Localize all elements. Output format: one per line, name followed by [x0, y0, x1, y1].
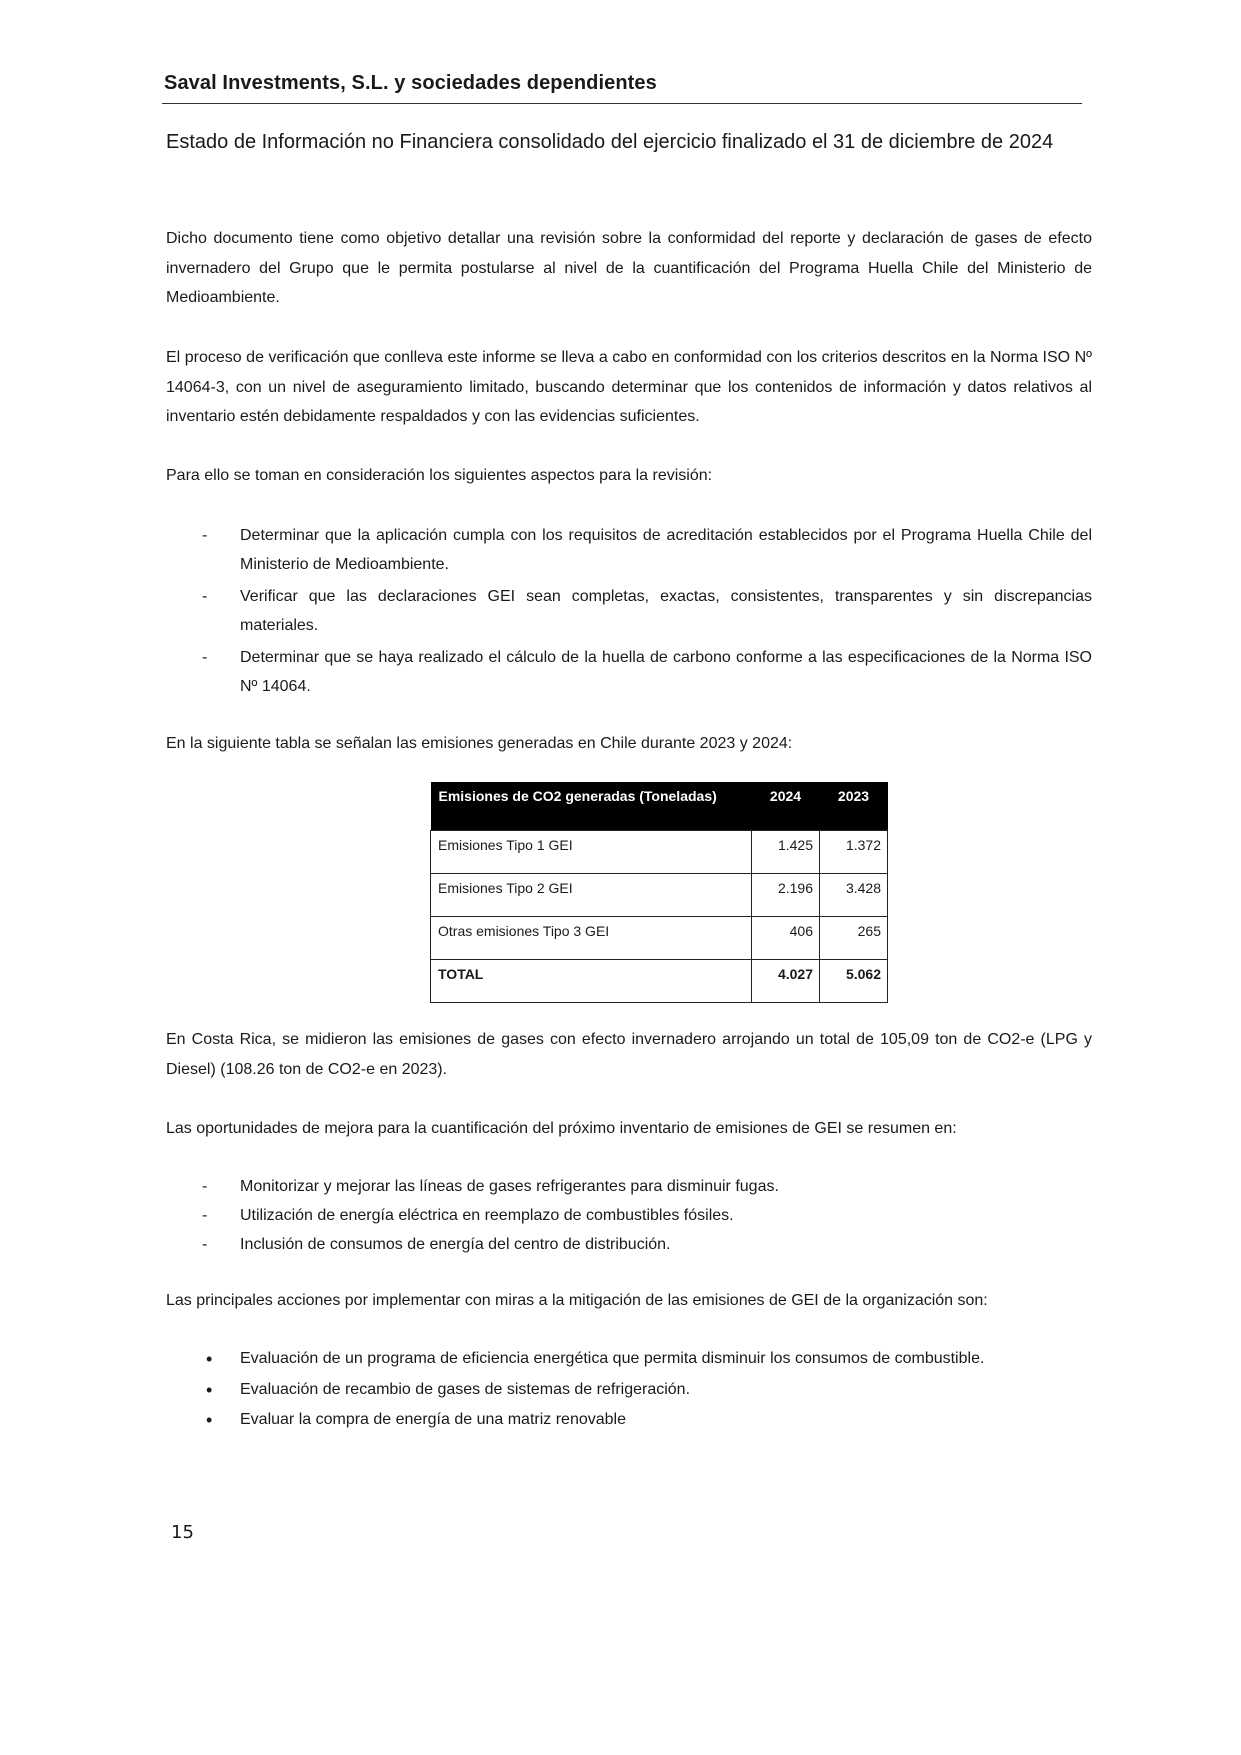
- list-item: [166, 521, 1092, 579]
- list-item-text: Evaluación de recambio de gases de sistemas de refrigeración.: [240, 1380, 691, 1398]
- page-number: 15: [171, 1522, 194, 1543]
- dash-marker: -: [202, 1207, 208, 1224]
- table-cell-label: Emisiones Tipo 2 GEI: [431, 874, 752, 917]
- improvement-opportunities-list: [166, 1172, 1092, 1259]
- table-cell-2024: 1.425: [752, 831, 820, 874]
- list-item: [166, 1405, 1092, 1436]
- paragraph-objective: Dicho documento tiene como objetivo detallar una revisión sobre la conformidad del reporte y declaración de gases de efecto invernadero del Grupo que le permita postularse al nivel de la cuantificación del Programa Huella Chile del Ministerio de Medioambiente.: [166, 230, 1092, 306]
- table-cell-2023: 265: [820, 917, 888, 960]
- list-item: [166, 643, 1092, 701]
- bullet-marker: •: [206, 1410, 213, 1430]
- dash-marker: -: [202, 1236, 208, 1253]
- table-cell-2024: 4.027: [752, 960, 820, 1003]
- table-cell-label: Otras emisiones Tipo 3 GEI: [431, 917, 752, 960]
- paragraph-table-intro: En la siguiente tabla se señalan las emisiones generadas en Chile durante 2023 y 2024:: [166, 735, 793, 752]
- list-item-text: Monitorizar y mejorar las líneas de gases refrigerantes para disminuir fugas.: [240, 1178, 779, 1195]
- company-name: Saval Investments, S.L. y sociedades dependientes: [164, 72, 657, 94]
- dash-marker: -: [202, 588, 208, 605]
- bullet-marker: •: [206, 1379, 213, 1400]
- table-row: [431, 874, 888, 917]
- mitigation-actions-list: [166, 1344, 1092, 1436]
- paragraph-review-intro: Para ello se toman en consideración los siguientes aspectos para la revisión:: [166, 467, 713, 484]
- list-item-text: Determinar que la aplicación cumpla con los requisitos de acreditación establecidos por el Programa Huella Chile del Ministerio de Medioambiente.: [240, 527, 1092, 573]
- list-item-text: Evaluar la compra de energía de una matriz renovable: [240, 1411, 626, 1428]
- dash-marker: -: [202, 527, 208, 544]
- table-cell-label: TOTAL: [431, 960, 752, 1003]
- table-cell-2023: 3.428: [820, 874, 888, 917]
- list-item: [166, 1201, 1092, 1230]
- table-cell-label: Emisiones Tipo 1 GEI: [431, 831, 752, 874]
- list-item: [166, 1172, 1092, 1201]
- emissions-table: [430, 782, 888, 1003]
- table-cell-2024: 406: [752, 917, 820, 960]
- paragraph-costa-rica: En Costa Rica, se midieron las emisiones de gases con efecto invernadero arrojando un total de 105,09 ton de CO2-e (LPG y Diesel) (108.26 ton de CO2-e en 2023).: [166, 1031, 1092, 1078]
- review-aspects-list: [166, 521, 1092, 701]
- list-item: [166, 582, 1092, 640]
- table-row: [431, 917, 888, 960]
- list-item-text: Inclusión de consumos de energía del centro de distribución.: [240, 1236, 671, 1253]
- list-item: [166, 1375, 1092, 1406]
- list-item-text: Evaluación de un programa de eficiencia energética que permita disminuir los consumos de combustible.: [240, 1350, 985, 1367]
- table-row: [431, 831, 888, 874]
- paragraph-improvement-intro: Las oportunidades de mejora para la cuantificación del próximo inventario de emisiones de GEI se resumen en:: [166, 1120, 957, 1137]
- list-item-text: Determinar que se haya realizado el cálculo de la huella de carbono conforme a las especificaciones de la Norma ISO Nº 14064.: [240, 649, 1092, 695]
- table-total-row: [431, 960, 888, 1003]
- paragraph-mitigation-intro: Las principales acciones por implementar con miras a la mitigación de las emisiones de GEI de la organización son:: [166, 1292, 988, 1309]
- table-cell-2024: 2.196: [752, 874, 820, 917]
- table-cell-2023: 1.372: [820, 831, 888, 874]
- table-header-2023: 2023: [820, 782, 888, 831]
- document-subtitle: Estado de Información no Financiera consolidado del ejercicio finalizado el 31 de diciembre de 2024: [166, 131, 1054, 153]
- list-item-text: Utilización de energía eléctrica en reemplazo de combustibles fósiles.: [240, 1207, 734, 1224]
- paragraph-verification-process: El proceso de verificación que conlleva este informe se lleva a cabo en conformidad con los criterios descritos en la Norma ISO Nº 14064-3, con un nivel de aseguramiento limitado, buscando determinar que los contenidos de información y datos relativos al inventario estén debidamente respaldados y con las evidencias suficientes.: [166, 349, 1092, 425]
- list-item: [166, 1344, 1092, 1375]
- list-item-text: Verificar que las declaraciones GEI sean completas, exactas, consistentes, transparentes y sin discrepancias materiales.: [240, 588, 1092, 634]
- table-header-row: [431, 782, 888, 831]
- list-item: [166, 1230, 1092, 1259]
- dash-marker: -: [202, 649, 208, 666]
- table-cell-2023: 5.062: [820, 960, 888, 1003]
- bullet-marker: •: [206, 1349, 213, 1369]
- table-header-label: Emisiones de CO2 generadas (Toneladas): [431, 782, 752, 831]
- table-header-2024: 2024: [752, 782, 820, 831]
- header-divider: [162, 103, 1082, 104]
- dash-marker: -: [202, 1178, 208, 1195]
